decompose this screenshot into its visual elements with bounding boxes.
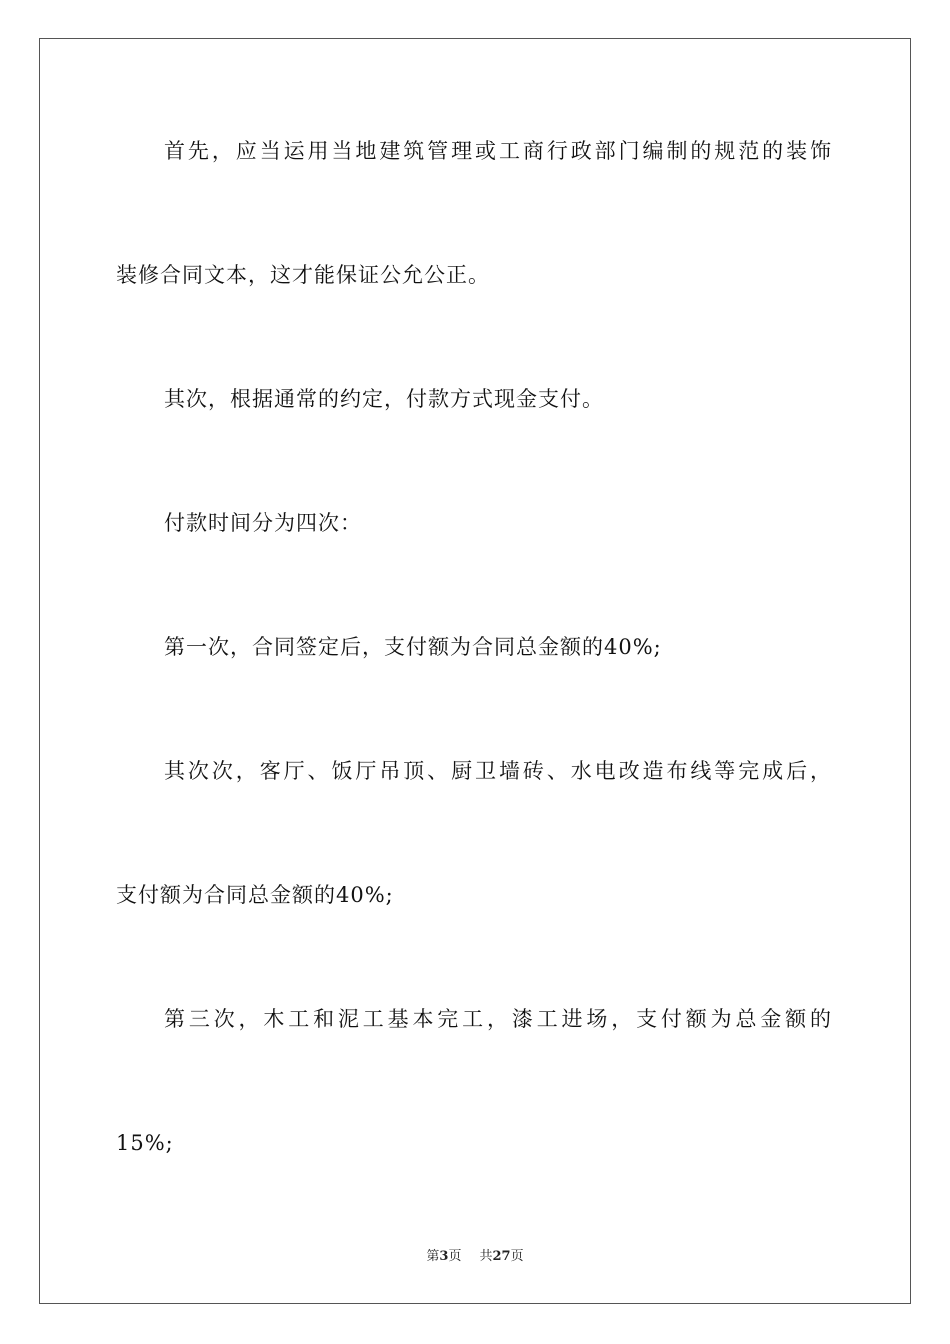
footer-page-number: 3 [439,1249,449,1264]
paragraph-line-7: 支付额为合同总金额的40%; [116,883,394,907]
footer-total-prefix: 共 [479,1249,493,1264]
paragraph-line-5: 第一次，合同签定后，支付额为合同总金额的40%; [164,635,662,659]
footer-total-pages: 27 [492,1249,511,1264]
paragraph-line-9: 15%; [116,1131,174,1155]
paragraph-line-6: 其次次，客厅、饭厅吊顶、厨卫墙砖、水电改造布线等完成后， [164,759,831,783]
paragraph-line-4: 付款时间分为四次： [164,511,362,535]
paragraph-line-8: 第三次，木工和泥工基本完工，漆工进场，支付额为总金额的 [164,1007,831,1031]
footer-total-suffix: 页 [510,1249,524,1264]
paragraph-line-1: 首先，应当运用当地建筑管理或工商行政部门编制的规范的装饰 [164,139,831,163]
page-border [39,38,911,1304]
footer-page-suffix: 页 [448,1249,462,1264]
paragraph-line-3: 其次，根据通常的约定，付款方式现金支付。 [164,387,604,411]
footer-page-prefix: 第 [426,1249,440,1264]
paragraph-line-2: 装修合同文本，这才能保证公允公正。 [116,263,490,287]
page-footer [0,1249,950,1265]
